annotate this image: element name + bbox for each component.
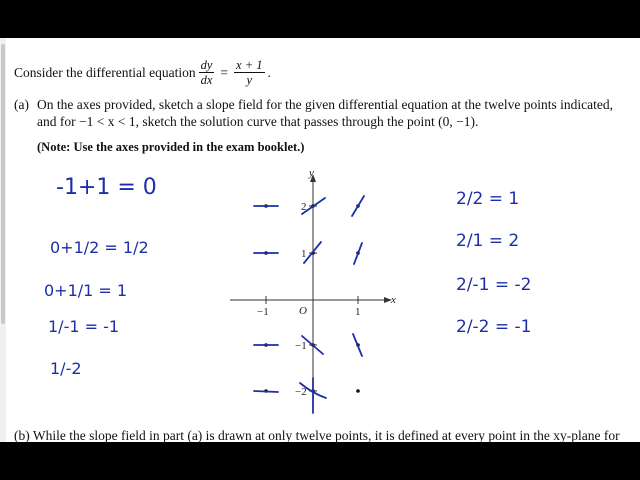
part-a-label: (a) [14, 97, 29, 112]
x-tick-label-1: 1 [355, 306, 361, 318]
handwritten-work-right [456, 189, 532, 337]
rhs-numerator: x + 1 [236, 58, 263, 72]
slope-segment [353, 334, 362, 356]
slope-field-figure [0, 38, 640, 442]
hw-left-line: 1/-2 [50, 359, 82, 378]
slope-segment [254, 391, 278, 392]
part-a-line-1: On the axes provided, sketch a slope field for the given differential equation at the twelve points indicated, [37, 97, 613, 112]
y-tick-label-neg2: −2 [295, 386, 307, 398]
dy-numerator: dy [200, 58, 213, 72]
hw-right-line: 2/2 = 1 [456, 189, 520, 209]
y-axis-label: y [309, 167, 314, 179]
slope-segment [354, 243, 362, 264]
x-tick-label-neg1: −1 [257, 306, 269, 318]
hw-right-line: 2/-2 = -1 [456, 317, 532, 337]
y-tick-label-neg1: −1 [295, 340, 307, 352]
slope-segment [352, 196, 364, 216]
intro-text: Consider the differential equation [14, 64, 196, 80]
part-b-line-1: (b) While the slope field in part (a) is drawn at only twelve points, it is defined at every point in the xy-plane for [14, 428, 620, 442]
hw-left-line: 0+1/2 = 1/2 [50, 238, 149, 257]
rhs-denominator: y [246, 73, 253, 87]
hw-right-line: 2/1 = 2 [456, 231, 520, 251]
hw-left-line: 0+1/1 = 1 [44, 281, 128, 300]
equals-sign: = [220, 64, 229, 80]
part-a-line-2: and for −1 < x < 1, sketch the solution curve that passes through the point (0, −1). [37, 114, 479, 129]
origin-label: O [299, 305, 307, 317]
x-axis-label: x [391, 294, 396, 306]
handwritten-work-left [44, 175, 157, 378]
hw-left-line: 1/-1 = -1 [48, 317, 120, 336]
y-tick-label-1: 1 [301, 248, 307, 260]
dx-denominator: dx [200, 73, 213, 87]
hw-right-line: 2/-1 = -2 [456, 275, 532, 295]
period: . [267, 64, 271, 80]
slope-segments [254, 196, 364, 413]
exam-page [0, 38, 640, 442]
grid-points [264, 204, 360, 393]
grid-point [356, 389, 360, 393]
hw-left-line: -1+1 = 0 [56, 175, 157, 200]
y-tick-label-2: 2 [301, 201, 307, 213]
note-text: (Note: Use the axes provided in the exam booklet.) [37, 140, 305, 154]
